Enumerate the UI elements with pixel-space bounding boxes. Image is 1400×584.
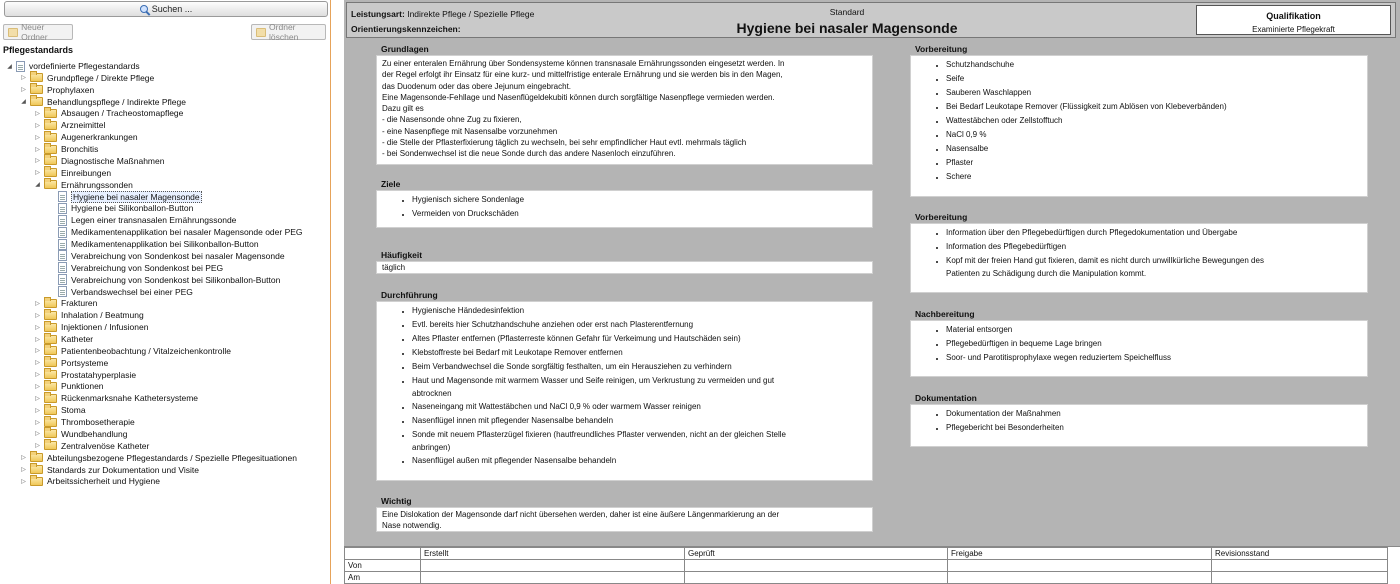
expand-icon[interactable]: ▷ (35, 134, 40, 141)
collapse-icon[interactable]: ◢ (35, 182, 40, 189)
list-item: • Nasenflügel innen mit pflegender Nasensalbe behandeln (412, 414, 867, 428)
collapse-icon[interactable]: ◢ (21, 99, 26, 106)
list-item: • Wattestäbchen oder Zellstofftuch (946, 114, 1362, 128)
tree-item-label: Portsysteme (61, 357, 109, 368)
expand-icon[interactable]: ▷ (35, 407, 40, 414)
tree-item-label: Inhalation / Beatmung (61, 310, 144, 321)
tree-item-folder[interactable] (34, 167, 111, 179)
tree-item-label: Hygiene bei Silikonballon-Button (71, 203, 194, 214)
folder-icon (44, 406, 57, 415)
folder-icon (44, 335, 57, 344)
tree-item-folder[interactable] (34, 119, 105, 131)
tree-item-document[interactable] (48, 214, 236, 226)
list-item: • Kopf mit der freien Hand gut fixieren, damit es nicht durch unwillkürliche Bewegungen des Patienten zu Schädigung durch die Manipulation kommt. (946, 254, 1362, 280)
folder-icon (44, 145, 57, 154)
list-item: • Beim Verbandwechsel die Sonde sorgfältig festhalten, um ein Herausziehen zu verhindern (412, 360, 867, 374)
spacer (48, 229, 55, 236)
ziele-list (382, 193, 867, 221)
tree-item-label: Standards zur Dokumentation und Visite (47, 464, 199, 475)
tree-item-label: Frakturen (61, 298, 98, 309)
tree-item-folder[interactable] (34, 345, 231, 357)
list-item: • Naseneingang mit Wattestäbchen und NaCl 0,9 % oder warmem Wasser reinigen (412, 400, 867, 414)
list-item: • Nasensalbe (946, 142, 1362, 156)
spacer (48, 217, 55, 224)
tree-item-folder[interactable] (34, 369, 136, 381)
list-item: • Sauberen Waschlappen (946, 86, 1362, 100)
document-icon (16, 61, 25, 72)
personal-list (916, 226, 1362, 280)
tree-item-label: Hygiene bei nasaler Magensonde (73, 191, 200, 202)
qualification-box: Qualifikation Examinierte Pflegekraft (1196, 5, 1391, 35)
folder-icon (256, 28, 266, 37)
list-item: • Hygienisch sichere Sondenlage (412, 193, 867, 207)
tree-item-label: Rückenmarksnahe Kathetersysteme (61, 393, 199, 404)
folder-icon (44, 156, 57, 165)
expand-icon[interactable]: ▷ (35, 383, 40, 390)
folder-icon (44, 441, 57, 450)
folder-icon (44, 180, 57, 189)
folder-icon (44, 382, 57, 391)
tree-item-folder[interactable] (20, 475, 160, 487)
expand-icon[interactable]: ▷ (21, 467, 26, 474)
tree-item-label: Abteilungsbezogene Pflegestandards / Spezielle Pflegesituationen (47, 452, 297, 463)
tree-item-label: Augenerkrankungen (61, 132, 138, 143)
folder-icon (44, 358, 57, 367)
text-line: - die Stelle der Pflasterfixierung täglich zu wechseln, bei sehr empfindlicher Haut evtl. mehrmals täglich (382, 138, 747, 148)
tree-item-folder[interactable] (34, 440, 149, 452)
list-item: • Sonde mit neuem Pflasterzügel fixieren (hautfreundliches Pflaster verwenden, nicht an der gleichen Stelle anbringen) (412, 428, 867, 454)
tree-item-folder[interactable] (34, 321, 148, 333)
tree-item-label: Zentralvenöse Katheter (61, 440, 150, 451)
expand-icon[interactable]: ▷ (35, 348, 40, 355)
folder-icon (44, 394, 57, 403)
tree-item-folder[interactable] (20, 452, 297, 464)
tree-item-document[interactable] (48, 191, 202, 203)
folder-icon (44, 299, 57, 308)
tree-item-label: Absaugen / Tracheostomapflege (61, 108, 184, 119)
list-item: • Pflegebericht bei Besonderheiten (946, 421, 1362, 435)
tree-item-document[interactable] (48, 226, 303, 238)
expand-icon[interactable]: ▷ (35, 360, 40, 367)
expand-icon[interactable]: ▷ (21, 87, 26, 94)
tree-item-folder[interactable] (20, 464, 199, 476)
tree-item-label: Verabreichung von Sondenkost bei nasaler Magensonde (71, 250, 285, 261)
tree-item-document[interactable] (48, 250, 285, 262)
document-icon (58, 274, 67, 285)
list-item: • Evtl. bereits hier Schutzhandschuhe anziehen oder erst nach Plasterentfernung (412, 318, 867, 332)
list-item: • Altes Pflaster entfernen (Pflasterreste können Gefahr für Verkeimung und Hautschäden sein) (412, 332, 867, 346)
tree-item-folder[interactable] (34, 131, 138, 143)
text-line: - eine Nasenpflege mit Nasensalbe vorzunehmen (382, 126, 558, 136)
dokumentation-list (916, 407, 1362, 435)
folder-icon (30, 453, 43, 462)
expand-icon[interactable]: ▷ (35, 146, 40, 153)
folder-icon (30, 97, 43, 106)
tree-item-label: Prostatahyperplasie (61, 369, 137, 380)
folder-icon (30, 73, 43, 82)
document-icon (58, 250, 67, 261)
list-item: • Seife (946, 72, 1362, 86)
panel-title: Pflegestandards (3, 45, 74, 55)
tree-item-label: Injektionen / Infusionen (61, 322, 149, 333)
folder-icon (44, 133, 57, 142)
revision-header-row: Erstellt Geprüft Freigabe Revisionsstand (345, 548, 1388, 560)
tree-item-folder[interactable] (34, 179, 133, 191)
spacer (48, 241, 55, 248)
list-item: • Dokumentation der Maßnahmen (946, 407, 1362, 421)
tree-item-label: Arzneimittel (61, 120, 106, 131)
tree-item-label: Behandlungspflege / Indirekte Pflege (47, 96, 186, 107)
document-icon (58, 203, 67, 214)
tree-item-label: Verabreichung von Sondenkost bei Silikonballon-Button (71, 274, 281, 285)
tree-item-folder[interactable] (34, 333, 93, 345)
expand-icon[interactable]: ▷ (21, 478, 26, 485)
document-icon (58, 262, 67, 273)
tree-item-label: Einreibungen (61, 167, 112, 178)
list-item: • Information des Pflegebedürftigen (946, 240, 1362, 254)
tree-item-label: Diagnostische Maßnahmen (61, 155, 165, 166)
revision-row-von: Von (345, 560, 1388, 572)
list-item: • Schere (946, 170, 1362, 184)
tree-item-label: Verabreichung von Sondenkost bei PEG (71, 262, 224, 273)
folder-icon (44, 168, 57, 177)
search-icon (140, 5, 148, 13)
tree-item-label: Verbandswechsel bei einer PEG (71, 286, 193, 297)
tree-item-label: Prophylaxen (47, 84, 95, 95)
folder-icon (44, 323, 57, 332)
spacer (48, 264, 55, 271)
list-item: • Bei Bedarf Leukotape Remover (Flüssigkeit zum Ablösen von Klebeverbänden) (946, 100, 1362, 114)
document-icon (58, 191, 67, 202)
collapse-icon[interactable]: ◢ (7, 63, 12, 70)
folder-icon (44, 429, 57, 438)
expand-icon[interactable]: ▷ (35, 372, 40, 379)
spacer (48, 205, 55, 212)
expand-icon[interactable]: ▷ (35, 110, 40, 117)
tree-item-folder[interactable] (6, 60, 140, 72)
tree-item-folder[interactable] (34, 392, 198, 404)
tree-item-label: Punktionen (61, 381, 104, 392)
expand-icon[interactable]: ▷ (35, 336, 40, 343)
folder-icon (30, 465, 43, 474)
expand-icon[interactable]: ▷ (21, 75, 26, 82)
folder-icon (44, 311, 57, 320)
tree-item-folder[interactable] (34, 297, 97, 309)
tree-item-folder[interactable] (34, 143, 98, 155)
grundlagen-text (376, 55, 873, 165)
tree-item-label: Grundpflege / Direkte Pflege (47, 72, 155, 83)
material-list (916, 58, 1362, 184)
tree-item-label: Thrombosetherapie (61, 417, 135, 428)
list-item: • Haut und Magensonde mit warmem Wasser und Seife reinigen, um Verkrustung zu vermeiden und gut abtrocknen (412, 374, 867, 400)
document-icon (58, 239, 67, 250)
tree-panel (0, 0, 331, 584)
tree-item-label: Stoma (61, 405, 86, 416)
document-header: Leistungsart: Indirekte Pflege / Spezielle Pflege Orientierungskennzeichen: Standard Hygiene bei nasaler Magensonde Qualifikation Examinierte Pflegekraft (346, 2, 1396, 38)
tree-item-document[interactable] (48, 202, 193, 214)
expand-icon[interactable]: ▷ (35, 312, 40, 319)
expand-icon[interactable]: ▷ (21, 455, 26, 462)
tree-item-folder[interactable] (20, 84, 94, 96)
search-button[interactable]: Suchen ... (4, 1, 328, 17)
expand-icon[interactable]: ▷ (35, 158, 40, 165)
tree-item-document[interactable] (48, 286, 193, 298)
wichtig-text (376, 507, 873, 532)
expand-icon[interactable]: ▷ (35, 324, 40, 331)
tree-item-folder[interactable] (34, 155, 164, 167)
tree-item-label: Medikamentenapplikation bei Silikonballon-Button (71, 239, 259, 250)
text-line: der Regel erfolgt ihr Einsatz für eine kurz- und mittelfristige enterale Ernährung und sie werden bis in den Magen, (382, 70, 783, 80)
leistungsart-value: Indirekte Pflege / Spezielle Pflege (407, 9, 535, 19)
tree-item-document[interactable] (48, 238, 259, 250)
tree-item-label: Medikamentenapplikation bei nasaler Magensonde oder PEG (71, 227, 303, 238)
folder-icon (44, 346, 57, 355)
list-item: • Nasenflügel außen mit pflegender Nasensalbe behandeln (412, 454, 867, 468)
tree-item-label: Bronchitis (61, 144, 99, 155)
tree-item-folder[interactable] (20, 72, 154, 84)
document-icon (58, 215, 67, 226)
text-line: Eine Dislokation der Magensonde darf nicht übersehen werden, daher ist eine äußere Längenmarkierung an der (382, 510, 780, 519)
list-item: • Soor- und Parotitisprophylaxe wegen reduziertem Speichelfluss (946, 351, 1362, 365)
text-line: das Duodenum oder das obere Jejunum eingebracht. (382, 81, 572, 91)
orientierung-label: Orientierungskennzeichen: (351, 24, 461, 34)
spacer (48, 252, 55, 259)
tree-item-folder[interactable] (34, 380, 104, 392)
list-item: • Hygienische Händedesinfektion (412, 304, 867, 318)
text-line: Dazu gilt es (382, 104, 424, 114)
document-icon (58, 227, 67, 238)
text-line: Zu einer enteralen Ernährung über Sondensysteme können transnasale Ernährungssonden eingesetzt werden. In (382, 59, 785, 68)
tree-item-folder[interactable] (34, 416, 135, 428)
tree-item-label: Patientenbeobachtung / Vitalzeichenkontrolle (61, 345, 231, 356)
list-item: • Information über den Pflegebedürftigen durch Pflegedokumentation und Übergabe (946, 226, 1362, 240)
standard-label: Standard (829, 7, 865, 17)
haeufigkeit-value: täglich (376, 261, 873, 274)
tree-item-label: Ernährungssonden (61, 179, 133, 190)
tree-item-folder[interactable] (20, 96, 186, 108)
tree-item-label: Legen einer transnasalen Ernährungssonde (71, 215, 237, 226)
durchfuehrung-list (382, 304, 867, 468)
tree-item-folder[interactable] (34, 309, 144, 321)
list-item: • Pflaster (946, 156, 1362, 170)
list-item: • Schutzhandschuhe (946, 58, 1362, 72)
list-item: • Material entsorgen (946, 323, 1362, 337)
spacer (48, 276, 55, 283)
tree-item-folder[interactable] (34, 107, 183, 119)
tree-item-label: Arbeitssicherheit und Hygiene (47, 476, 160, 487)
expand-icon[interactable]: ▷ (35, 395, 40, 402)
revision-table (344, 546, 1400, 584)
tree-item-folder[interactable] (34, 404, 86, 416)
folder-icon (44, 418, 57, 427)
tree-item-document[interactable] (48, 262, 223, 274)
nachbereitung-list (916, 323, 1362, 365)
tree-item-folder[interactable] (34, 357, 108, 369)
page-title: Hygiene bei nasaler Magensonde (736, 20, 958, 36)
standard-document: Leistungsart: Indirekte Pflege / Spezielle Pflege Orientierungskennzeichen: Standard Hygiene bei nasaler Magensonde Qualifikation Examinierte Pflegekraft Grundlagen Zu einer enteralen Ernährung über Sondensysteme können transnasale Ernährungssonden eingesetzt werden. In der Regel erfolgt ihr Einsatz für eine kurz- und mittelfristige enterale Ernährung und sie werden bis in den Magen, das Duodenum oder das obere Jejunum eingebracht. Eine Magensonde-Fehllage und Nasenflügeldekubiti können durch sorgfältige Nasenpflege vermieden werden. Dazu gilt es - die Nasensonde ohne Zug zu fixieren, - eine Nasenpflege mit Nasensalbe vorzunehmen - die Stelle der Pflasterfixierung täglich zu wechseln, bei sehr empfindlicher Haut evtl. mehrmals täglich - bei Sondenwechsel ist die neue Sonde durch das andere Nasenloch einzuführen. Ziele • Hygienisch sichere Sondenlage • Vermeiden von Druckschäden Häufigkeit täglich Durchführung • Hygienische Händedesinfektion • Evtl. bereits hier Schutzhandschuhe anziehen oder erst nach Plasterentfernung • Altes Pflaster entfernen (Pflasterreste können Gefahr für Verkeimung und Hautschäden sein) • Klebstoffreste bei Bedarf mit Leukotape Remover entfernen • Beim Verbandwechsel die Sonde sorgfältig festhalten, um ein Herausziehen zu verhindern • Haut und Magensonde mit warmem Wasser und Seife reinigen, um Verkrustung zu vermeiden und gut abtrocknen • Naseneingang mit Wattestäbchen und NaCl 0,9 % oder warmem Wasser reinigen • Nasenflügel innen mit pflegender Nasensalbe behandeln • Sonde mit neuem Pflasterzügel fixieren (hautfreundliches Pflaster verwenden, nicht an der gleichen Stelle anbringen) • Nasenflügel außen mit pflegender Nasensalbe behandeln Wichtig Eine Dislokation der Magensonde darf nicht übersehen werden, daher ist eine äußere Längenmarkierung an der Nase notwendig. Vorbereitung • Schutzhandschuhe • Seife • Sauberen Waschlappen • Bei Bedarf Leukotape Remover (Flüssigkeit zum Ablösen von Klebeverbänden) • Wattestäbchen oder Zellstofftuch • NaCl 0,9 % • Nasensalbe • Pflaster • Schere Vorbereitung • Information über den Pflegebedürftigen durch Pflegedokumentation und Übergabe • Information des Pflegebedürftigen • Kopf mit der freien Hand gut fixieren, damit es nicht durch unwillkürliche Bewegungen des Patienten zu Schädigung durch die Manipulation kommt. Nachbereitung • Material entsorgen • Pflegebedürftigen in bequeme Lage bringen • Soor- und Parotitisprophylaxe wegen reduziertem Speichelfluss Dokumentation • Dokumentation der Maßnahmen • Pflegebericht bei Besonderheiten (344, 0, 1400, 584)
spacer (48, 193, 55, 200)
list-item: • Pflegebedürftigen in bequeme Lage bringen (946, 337, 1362, 351)
expand-icon[interactable]: ▷ (35, 122, 40, 129)
folder-icon (30, 85, 43, 94)
list-item: • Klebstoffreste bei Bedarf mit Leukotape Remover entfernen (412, 346, 867, 360)
tree-item-label: Katheter (61, 334, 94, 344)
expand-icon[interactable]: ▷ (35, 443, 40, 450)
folder-icon (44, 109, 57, 118)
new-folder-button[interactable]: Neuer Ordner (3, 24, 73, 40)
text-line: Nase notwendig. (382, 521, 442, 531)
expand-icon[interactable]: ▷ (35, 431, 40, 438)
text-line: - die Nasensonde ohne Zug zu fixieren, (382, 115, 522, 125)
folder-icon (30, 477, 43, 486)
expand-icon[interactable]: ▷ (35, 300, 40, 307)
tree-item-label: vordefinierte Pflegestandards (29, 61, 140, 71)
tree-item-label: Wundbehandlung (61, 428, 128, 439)
folder-icon (44, 370, 57, 379)
folder-icon (44, 121, 57, 130)
delete-folder-button[interactable]: Ordner löschen (251, 24, 326, 40)
text-line: - bei Sondenwechsel ist die neue Sonde durch das andere Nasenloch einzuführen. (382, 149, 676, 159)
list-item: • Vermeiden von Druckschäden (412, 207, 867, 221)
folder-icon (8, 28, 18, 37)
expand-icon[interactable]: ▷ (35, 170, 40, 177)
document-icon (58, 286, 67, 297)
spacer (48, 288, 55, 295)
text-line: Eine Magensonde-Fehllage und Nasenflügeldekubiti können durch sorgfältige Nasenpflege vermieden werden. (382, 92, 775, 102)
tree-item-folder[interactable] (34, 428, 128, 440)
revision-row-am: Am (345, 572, 1388, 584)
tree-item-document[interactable] (48, 274, 280, 286)
expand-icon[interactable]: ▷ (35, 419, 40, 426)
list-item: • NaCl 0,9 % (946, 128, 1362, 142)
